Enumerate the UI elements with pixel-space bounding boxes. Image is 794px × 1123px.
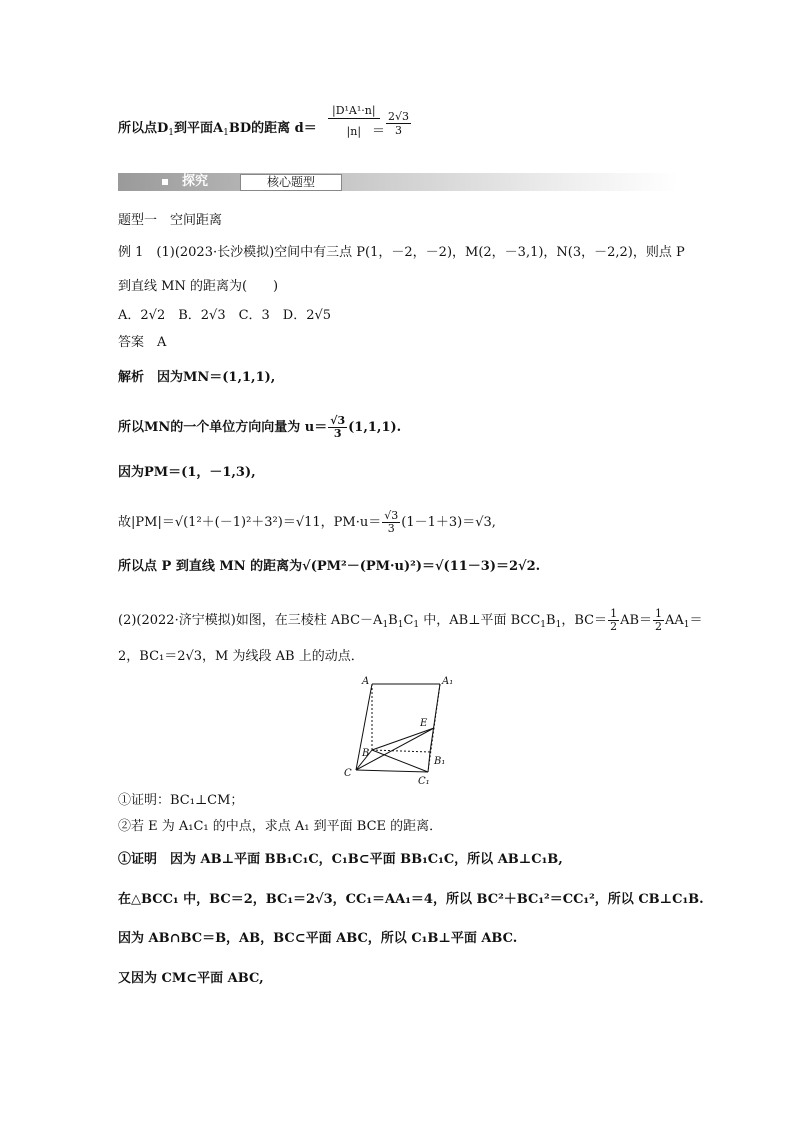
p2-d: 1 — [397, 620, 404, 630]
label-C1: C₁ — [418, 776, 430, 787]
p2-e: C — [403, 613, 414, 628]
label-B: B — [362, 748, 370, 759]
top-frac-den: |n| — [346, 125, 362, 138]
example1-line2: 到直线 MN 的距离为( ) — [118, 279, 279, 294]
p2-g: 中，AB⊥平面 BCC — [419, 613, 541, 628]
top-sub1: 1 — [168, 128, 175, 138]
top-frac-num: |D¹A¹·n| — [328, 104, 380, 119]
solution-step1: 解析 因为MN＝(1,1,1), — [118, 370, 276, 385]
section-banner — [118, 173, 678, 191]
banner-square-icon — [162, 179, 168, 185]
p2-n: 1 — [683, 620, 690, 630]
edge-BC1 — [372, 750, 428, 772]
half-frac-a: $\frac{1}{2}$ — [610, 607, 618, 633]
top-eq: ＝ — [372, 124, 386, 139]
p2-f: 1 — [413, 620, 420, 630]
proof-line4: 又因为 CM⊂平面 ABC, — [118, 971, 264, 986]
top-result-num: 2√3 — [388, 110, 410, 123]
question1: ①证明：BC₁⊥CM； — [118, 793, 244, 808]
p2-a: (2)(2022·济宁模拟)如图，在三棱柱 ABC－A — [118, 613, 383, 628]
proof-line3: 因为 AB∩BC＝B，AB，BC⊂平面 ABC，所以 C₁B⊥平面 ABC. — [118, 931, 518, 946]
top-distance-line — [118, 120, 317, 142]
proof-line1: ①证明 因为 AB⊥平面 BB₁C₁C，C₁B⊂平面 BB₁C₁C，所以 AB⊥C₁B, — [118, 852, 563, 867]
edge-CC1 — [356, 770, 428, 772]
solution-step4-b: (1－1＋3)＝√3, — [401, 515, 496, 530]
top-result — [386, 110, 411, 137]
solution-step2-b: (1,1,1). — [348, 420, 402, 435]
p2-l: AB＝ — [620, 613, 653, 628]
label-C: C — [344, 768, 352, 779]
example1-answer: 答案 A — [118, 335, 167, 350]
label-A: A — [362, 676, 370, 687]
p2-o: ＝ — [689, 613, 703, 628]
solution-step4 — [118, 510, 496, 535]
question2: ②若 E 为 A₁C₁ 的中点，求点 A₁ 到平面 BCE 的距离． — [118, 819, 443, 834]
p2-i: B — [546, 613, 556, 628]
top-prefix: 所以点D — [118, 121, 169, 136]
label-B1: B₁ — [434, 756, 446, 767]
solution-step2 — [118, 415, 401, 440]
example1-options: A．2√2 B．2√3 C．3 D．2√5 — [118, 308, 332, 323]
p2-k: ，BC＝ — [561, 613, 608, 628]
edge-C1B1 — [428, 752, 430, 772]
p2-m: AA — [665, 613, 684, 628]
p2-b: 1 — [382, 620, 389, 630]
banner-label-core: 核心题型 — [240, 174, 342, 191]
banner-label-explore: 探究 — [182, 174, 209, 189]
solution-step5: 所以点 P 到直线 MN 的距离为√(PM²－(PM·u)²)＝√(11－3)＝2√2. — [118, 559, 541, 574]
sqrt3-over-3-a: $\frac{√3}{3}$ — [330, 414, 346, 440]
p2-j: 1 — [555, 620, 562, 630]
top-mid: 到平面A — [174, 121, 224, 136]
part2-line1 — [118, 608, 703, 634]
edge-BB1 — [372, 750, 430, 752]
prism-figure — [340, 672, 460, 790]
section-heading: 题型一 空间距离 — [118, 213, 223, 228]
top-result-den: 3 — [395, 124, 402, 137]
solution-step2-a: 所以MN的一个单位方向向量为 u＝ — [118, 420, 328, 435]
p2-c: B — [388, 613, 398, 628]
p2-h: 1 — [540, 620, 547, 630]
top-sub2: 1 — [223, 128, 229, 138]
example1-line1: 例 1 (1)(2023·长沙模拟)空间中有三点 P(1，－2，－2)，M(2，－3,1)，N(3，－2,2)，则点 P — [118, 245, 685, 260]
edge-BE — [372, 728, 434, 750]
solution-step4-a: 故|PM|＝√(1²＋(－1)²＋3²)＝√11，PM·u＝ — [118, 515, 382, 530]
half-frac-b: $\frac{1}{2}$ — [655, 607, 663, 633]
sqrt3-over-3-b: $\frac{√3}{3}$ — [384, 509, 399, 535]
label-E: E — [420, 718, 428, 729]
label-A1: A₁ — [442, 676, 454, 687]
solution-step3: 因为PM＝(1，－1,3), — [118, 465, 256, 480]
top-tail: BD的距离 d＝ — [228, 121, 317, 136]
proof-line2: 在△BCC₁ 中，BC＝2，BC₁＝2√3，CC₁＝AA₁＝4，所以 BC²＋BC₁²＝CC₁²，所以 CB⊥C₁B. — [118, 892, 704, 907]
edge-A1B1 — [430, 684, 440, 752]
part2-line2: 2，BC₁＝2√3，M 为线段 AB 上的动点． — [118, 649, 364, 664]
